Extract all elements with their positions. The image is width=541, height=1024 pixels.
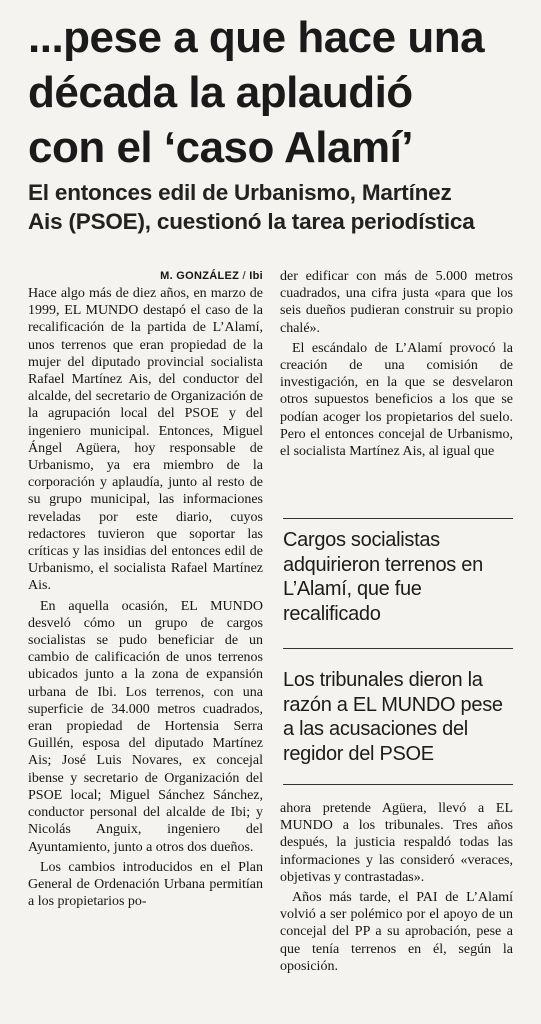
headline [28,10,528,175]
article-column-left [28,268,263,910]
body-paragraph: El escándalo de L’Alamí provocó la creación de una comisión de investigación, en la que se desvelaron otros supuestos beneficios a los que se podían acoger los propietarios del suelo. Pero el entonces concejal de Urbanismo, el socialista Martínez Ais, al igual que [280,340,513,460]
headline-line: con el ‘caso Alamí’ [28,123,414,172]
article-column-right-top [280,268,513,460]
divider [283,518,513,519]
byline [28,268,263,285]
body-paragraph: ahora pretende Agüera, llevó a EL MUNDO a los tribunales. Tres años después, la justicia respaldó todas las informaciones y las consideró «veraces, objetivas y contrastadas». [280,801,513,885]
headline-line: década la aplaudió [28,68,413,117]
divider [283,648,513,649]
byline-author: M. GONZÁLEZ [160,270,240,282]
pull-quote: Cargos socialistas adquirieron terrenos en L’Alamí, que fue recalificado [283,529,483,625]
body-paragraph: En aquella ocasión, EL MUNDO desveló cómo un grupo de cargos socialistas se pudo beneficiar de un cambio de calificación de unos terrenos ubicados junto a la zona de expansión urbana de Ibi. Los terrenos, con una superficie de 34.000 metros cuadrados, eran propiedad de Hortensia Serra Guillén, esposa del diputado Martínez Ais; José Luis Novares, ex concejal ibense y secretario de Organización del PSOE local; Miguel Sánchez Sánchez, conductor personal del alcalde de Ibi; y Nicolás Anguix, ingeniero del Ayuntamiento, junto a otros dos dueños. [28,598,263,855]
subtitle-line: El entonces edil de Urbanismo, Martínez [28,180,452,205]
divider [283,784,513,785]
pull-quote: Los tribunales dieron la razón a EL MUNDO pese a las acusaciones del regidor del PSOE [283,669,503,765]
headline-line: ...pese a que hace una [28,13,485,62]
subtitle-line: Ais (PSOE), cuestionó la tarea periodística [28,209,475,234]
body-paragraph: Los cambios introducidos en el Plan General de Ordenación Urbana permitían a los propietarios po- [28,859,263,910]
body-paragraph: Años más tarde, el PAI de L’Alamí volvió a ser polémico por el apoyo de un concejal del PP a su aprobación, pese a que tenía terrenos en él, según la oposición. [280,890,513,974]
article-column-right-bottom [280,800,513,975]
subtitle [28,178,533,236]
body-paragraph: Hace algo más de diez años, en marzo de 1999, EL MUNDO destapó el caso de la recalificación de la partida de L’Alamí, unos terrenos que eran propiedad de la mujer del diputado provincial socialista Rafael Martínez Ais, del conductor del alcalde, del secretario de Organización de la agrupación local del PSOE y del ingeniero municipal. Entonces, Miguel Ángel Agüera, hoy responsable de Urbanismo, ya era miembro de la corporación y aplaudía, junto al resto de su grupo municipal, las informaciones reveladas por este diario, cuyos redactores tuvieron que soportar las críticas y las insidias del entonces edil de Urbanismo, el socialista Rafael Martínez Ais. [28,286,263,594]
byline-place: Ibi [249,270,263,282]
byline-separator: / [239,270,250,282]
body-paragraph: der edificar con más de 5.000 metros cuadrados, una cifra justa «para que los seis dueños pudieran construir su propio chalé». [280,269,513,336]
